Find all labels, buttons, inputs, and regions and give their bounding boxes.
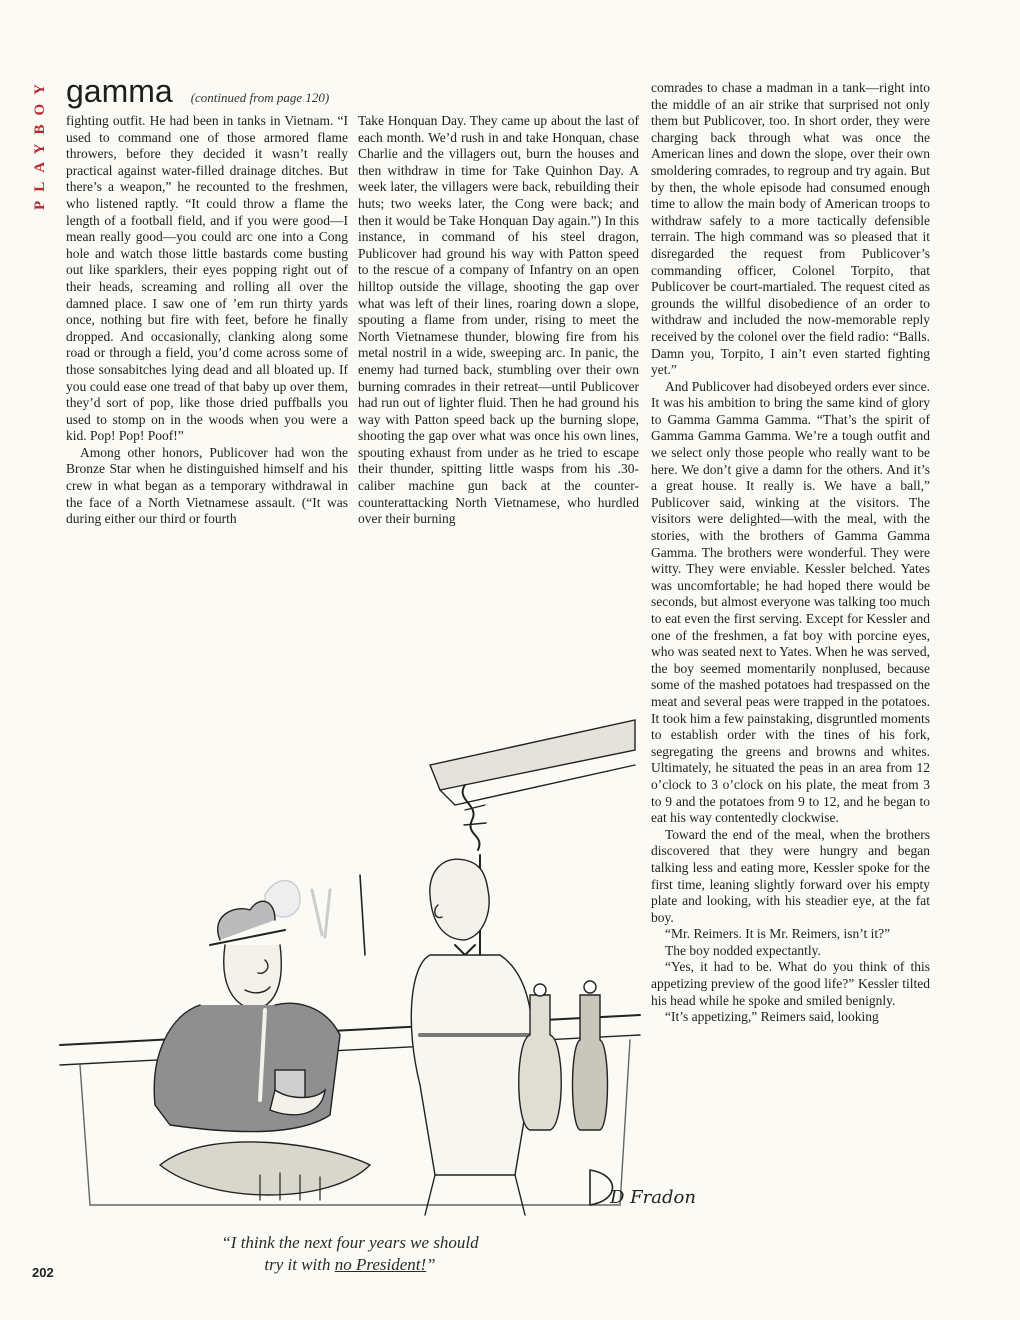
paragraph: “It’s appetizing,” Reimers said, looking — [665, 1009, 879, 1025]
paragraph: fighting outfit. He had been in tanks in Vietnam. “I used to command one of those armored flame throwers, before they decided it wasn’t really practical against water-filled drainage ditches. But there’s a weapon,” he recounted to the freshmen, who listened raptly. “It could throw a flame the length of a football field, and if you were good—I mean really good—you could arc one into a Cong hole and watch those little bastards come busting out like sparklers, their eyes popping right out of their heads, screaming and rolling all over the damned place. I saw one of ’em run thirty yards once, nothing but fire with feet, before he finally dropped. And occasionally, clanking along some road or through a field, you’d come across some of those sonsabitches lying dead and all bloated up. If you could ease one tread of that baby up over them, they’d sort of pop, like those dried puffballs you used to stomp on in the woods when you were a kid. Pop! Pop! Poof!” — [66, 113, 348, 444]
caption-line-1: “I think the next four years we should — [221, 1233, 479, 1252]
column-1 — [66, 113, 348, 528]
column-2 — [358, 113, 639, 528]
column-3 — [651, 80, 930, 1026]
paragraph: Among other honors, Publicover had won the Bronze Star when he distinguished himself and his crew in what began as a temporary withdrawal in the face of a North Vietnamese assault. (“It was during either our third or fourth — [66, 444, 348, 527]
article-title: gamma — [66, 73, 173, 109]
caption-line-2: try it with no President!” — [264, 1255, 436, 1274]
cartoon-caption — [150, 1232, 550, 1276]
cartoonist-signature: D Fradon — [610, 1187, 696, 1208]
paragraph: “Mr. Reimers. It is Mr. Reimers, isn’t it?” — [665, 926, 891, 942]
paragraph: And Publicover had disobeyed orders ever since. It was his ambition to bring the same kind of glory to Gamma Gamma Gamma. “That’s the spirit of Gamma Gamma Gamma. We’re a tough outfit and we select only those people who really want to be here. We don’t give a damn for the others. And it’s a great house. It really is. We have a ball,” Publicover said, winking at the visitors. The visitors were delighted—with the meal, with the stories, with the brothers of Gamma Gamma Gamma. The brothers were wonderful. They were witty. They were enviable. Kessler belched. Yates was uncomfortable; he had hoped there would be seconds, but almost everyone was talking too much to eat even the first serving. Except for Kessler and one of the freshmen, a fat boy with porcine eyes, who was seated next to Yates. When he was served, the boy seemed momentarily nonplused, because some of the mashed potatoes had trespassed on the meat and several peas were trapped in the potatoes. It took him a few painstaking, disgruntled moments to establish order with the tines of his fork, segregating the greens and browns and whites. Ultimately, he situated the peas in an area from 12 o’clock to 3 o’clock on his plate, the meat from 3 to 9 and the potatoes from 9 to 12, and he began to eat his way contentedly clockwise. — [651, 378, 930, 826]
paragraph: “Yes, it had to be. What do you think of this appetizing preview of the good life?” Kessler tilted his head while he spoke and smiled benignly. — [651, 959, 930, 1008]
paragraph: Take Honquan Day. They came up about the last of each month. We’d rush in and take Honquan, chase Charlie and the villagers out, burn the houses and then withdraw in time for Take Quinhon Day. A week later, the villagers were back, rebuilding their huts; two weeks later, the Cong were back; and then it would be Take Honquan Day again.”) In this instance, in command of his steel dragon, Publicover had ground his way with Patton speed to the rescue of a company of Infantry on an open hilltop outside the village, shooting the gap over what was left of their lines, roaring down a slope, spouting a flame from under, rising to meet the North Vietnamese thunder, blowing fire from his metal nostril in a wide, sweeping arc. In panic, the enemy had turned back, stumbling over their own burning comrades in their retreat—until Publicover had run out of lighter fluid. Then he had ground his way with Patton speed back up the burning slope, shooting the gap over what was once his own lines, spouting exhaust from under as he tried to escape their thunder, spitting little wasps from his .30-caliber machine gun back at the counter-counterattacking North Vietnamese, who hurdled over their burning — [358, 113, 639, 527]
caption-underlined: no President! — [334, 1255, 427, 1274]
paragraph: The boy nodded expectantly. — [665, 942, 821, 958]
cartoon-illustration — [60, 705, 696, 1220]
article-header — [66, 73, 366, 112]
paragraph: comrades to chase a madman in a tank—right into the middle of an air strike that surprised not only them but Publicover, too. In short order, they were charging back through what was once the American lines and down the slope, over their own smoldering comrades, to regroup and try again. But by then, the whole episode had consumed enough time to allow the main body of American troops to withdraw safely to a more tactically defensible terrain. The high command was so pleased that it disregarded the request from Publicover’s commanding officer, Colonel Torpito, that Publicover be court-martialed. The request cited as grounds the willful disobedience of an order to withdraw and included the now-memorable reply received by the colonel over the field radio: “Balls. Damn you, Torpito, I ain’t even started fighting yet.” — [651, 80, 930, 378]
page-number: 202 — [32, 1265, 54, 1280]
playboy-masthead: PLAYBOY — [32, 75, 48, 210]
paragraph: Toward the end of the meal, when the brothers discovered that they were hungry and began talking less and eating more, Kessler spoke for the first time, leaning slightly forward over his empty plate and looking, with his steadier eye, at the fat boy. — [651, 826, 930, 925]
continued-note: (continued from page 120) — [190, 90, 330, 105]
